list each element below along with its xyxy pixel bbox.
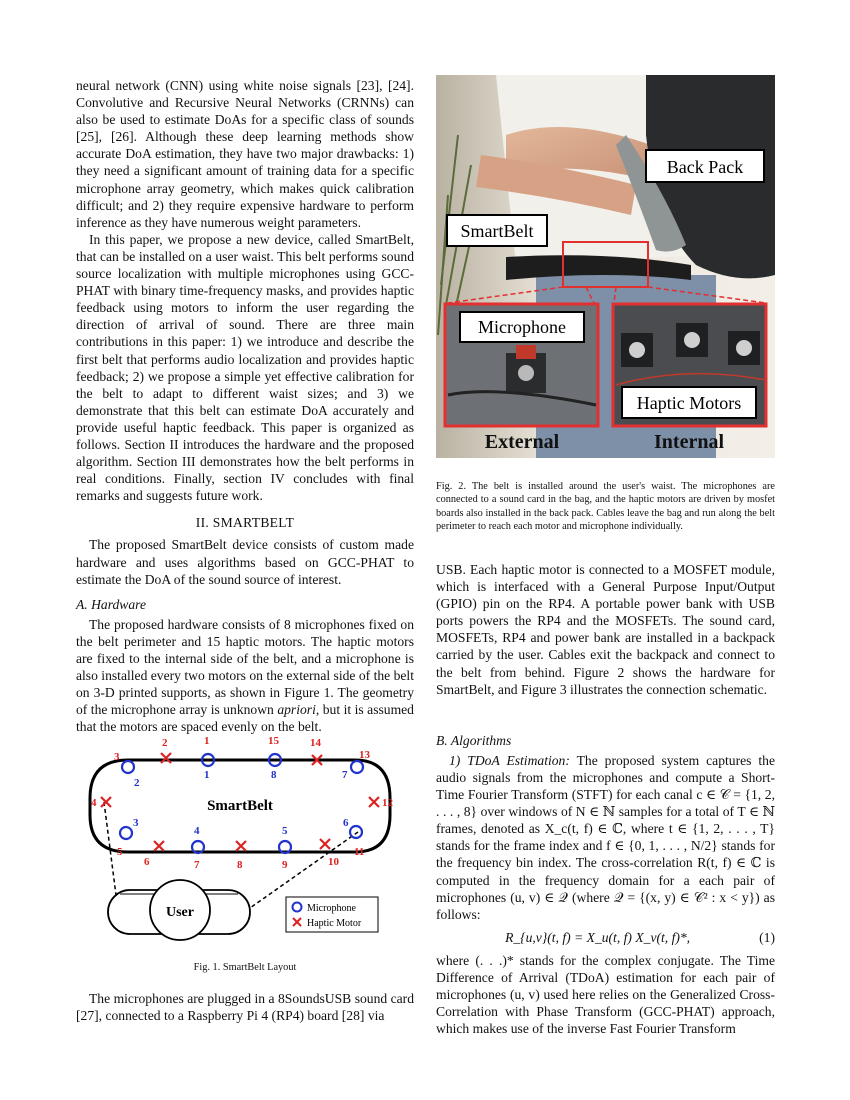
label-smartbelt: SmartBelt — [460, 221, 534, 241]
hardware-text-a: The proposed hardware consists of 8 microphones fixed on the belt perimeter and 15 haptic motors. The haptic motors are fixed to the internal side of the belt, and a microphone is also installed every two motors on the external side of the belt on 3-D printed supports, as shown in Figure 1. The geometry of the microphone array is unknown — [76, 616, 414, 718]
paragraph-intro-continued: neural network (CNN) using white noise signals [23], [24]. Convolutive and Recursive Neural Networks (CRNNs) can also be used to estimate DoAs for a specific class of sounds [25], [26]. Although these deep learning methods show accurate DoA estimation, they have two major drawbacks: 1) they need a significant amount of training data for a specific microphone array geometry, which makes quick calibration difficult; and 2) they require expensive hardware to perform inference as they have numerous weight parameters. — [76, 78, 414, 230]
label-microphone: Microphone — [478, 317, 566, 337]
motor-number-10: 10 — [328, 856, 339, 868]
legend-motor-label: Haptic Motor — [307, 918, 362, 929]
mic-number-8: 8 — [271, 769, 277, 781]
equation-body: R_{u,v}(t, f) = X_u(t, f) X_v(t, f)*, — [505, 929, 691, 945]
tdoa-heading: 1) TDoA Estimation: — [449, 752, 570, 768]
motor-number-15: 15 — [268, 735, 279, 747]
motor-number-12: 12 — [382, 797, 393, 809]
paragraph-hardware-2: The microphones are plugged in a 8SoundsUSB sound card [27], connected to a Raspberry Pi 4 (RP4) board [28] via — [76, 991, 414, 1024]
mic-number-3: 3 — [133, 817, 139, 829]
motor-12-icon — [369, 797, 379, 807]
paragraph-tdoa — [436, 752, 775, 923]
motor-number-13: 13 — [359, 749, 370, 761]
paragraph-hardware-1 — [76, 616, 414, 736]
legend-mic-label: Microphone — [307, 903, 356, 914]
equation-1 — [436, 929, 775, 946]
mic-number-1: 1 — [204, 769, 210, 781]
label-haptic: Haptic Motors — [636, 393, 742, 413]
paragraph-intro-contributions: In this paper, we propose a new device, called SmartBelt, that can be installed on a user waist. This belt performs sound source localization with multiple microphones using GCC-PHAT with binary time-frequency masks, and provides haptic feedback using motors to inform the user regarding the direction of arrival of sound. There are three main contributions in this paper: 1) we introduce and describe the first belt that performs audio localization and provides haptic feedback; 2) we propose a simple yet effective calibration for the belt to adapt to different waist sizes; and 3) we demonstrate that this belt can estimate DoA accurately and provide useful haptic feedback. This paper is organized as follows. Section II introduces the hardware and the proposed algorithm. Section III demonstrates how the belt performs in real conditions. Finally, section IV concludes with final remarks and suggests future work. — [76, 231, 414, 504]
label-external: External — [484, 431, 560, 453]
figure2-caption: Fig. 2. The belt is installed around the user's waist. The microphones are connected to a sound card in the bag, and the haptic motors are driven by mosfet boards also installed in the back pack. Cables leave the bag and run along the belt perimeter to reach each motor and microphone individually. — [436, 481, 775, 532]
subsection-hardware: A. Hardware — [76, 596, 146, 612]
paragraph-section-intro: The proposed SmartBelt device consists of custom made hardware and uses algorithms based on GCC-PHAT to estimate the DoA of the sound source of interest. — [76, 537, 414, 587]
mic-number-6: 6 — [343, 817, 349, 829]
figure1-caption: Fig. 1. SmartBelt Layout — [193, 962, 297, 973]
motor-number-14: 14 — [310, 737, 321, 749]
belt-photo-figure — [436, 75, 775, 458]
left-column — [76, 77, 414, 735]
paragraph-after-equation: where (. . .)* stands for the complex conjugate. The Time Difference of Arrival (TDoA) estimation for each pair of microphones (u, v) used here relies on the Generalized Cross-Correlation with Phase Transform (GCC-PHAT) approach, which makes use of the inverse Fast Fourier Transform — [436, 952, 775, 1037]
motor-number-1: 1 — [204, 735, 210, 747]
motor-8-icon — [236, 841, 246, 851]
equation-number: (1) — [759, 929, 775, 945]
motor-number-3: 3 — [114, 751, 120, 763]
motor-number-7: 7 — [194, 859, 200, 871]
motor-number-2: 2 — [162, 737, 168, 749]
subsection-algorithms: B. Algorithms — [436, 732, 512, 748]
mic-number-2: 2 — [134, 777, 140, 789]
user-label: User — [166, 905, 194, 920]
motor-number-6: 6 — [144, 856, 150, 868]
motor-number-8: 8 — [237, 859, 243, 871]
motor-6-icon — [154, 841, 164, 851]
tdoa-text: The proposed system captures the audio signals from the microphones and compute a Short-Time Fourier Transform (STFT) for each canal c ∈ 𝒞 = {1, 2, . . . , 8} over windows of N ∈ ℕ samples for a total of T ∈ ℕ frames, denoted as X_c(t, f) ∈ ℂ, where t ∈ {1, 2, . . . , T} stands for the frame index and f ∈ {0, 1, . . . , N/2} stands for the frequency bin index. The cross-correlation R(t, f) ∈ ℂ is computed in the frequency domain for a each pair of microphones (u, v) ∈ 𝒬 (where 𝒬 = {(x, y) ∈ 𝒞² : x < y}) as follows: — [436, 752, 775, 922]
motor-number-9: 9 — [282, 859, 288, 871]
section-title: II. SMARTBELT — [195, 515, 295, 531]
motor-number-5: 5 — [117, 846, 123, 858]
mic-3-icon — [120, 827, 132, 839]
motor-number-11: 11 — [354, 846, 365, 858]
motor-10-icon — [320, 839, 330, 849]
mic-2-icon — [122, 761, 134, 773]
figure1-title: SmartBelt — [207, 798, 273, 814]
hardware-text-apriori: apriori — [277, 702, 316, 718]
paragraph-usb: USB. Each haptic motor is connected to a MOSFET module, which is interfaced with a General Purpose Input/Output (GPIO) pin on the RP4. A portable power bank with USB ports powers the RP4 and the MOSFETs. The sound card, MOSFETs, RP4 and power bank are installed in a backpack carried by the user. Cables exit the backpack and connect to the belt from behind. Figure 2 shows the hardware for SmartBelt, and Figure 3 illustrates the connection schematic. — [436, 562, 775, 697]
mic-6-icon — [350, 826, 362, 838]
label-internal: Internal — [654, 431, 724, 453]
smartbelt-layout-figure — [90, 730, 393, 940]
mic-number-7: 7 — [342, 769, 348, 781]
hardware-text-b: , but it is assumed that the motors are spaced evenly on the belt. — [76, 702, 414, 735]
left-column-bottom — [76, 990, 414, 1024]
motor-4-icon — [101, 797, 111, 807]
mic-7-icon — [351, 761, 363, 773]
motor-number-4: 4 — [91, 797, 97, 809]
mic-number-4: 4 — [194, 825, 200, 837]
mic-number-5: 5 — [282, 825, 288, 837]
right-column — [436, 561, 775, 1037]
label-backpack: Back Pack — [666, 157, 744, 177]
